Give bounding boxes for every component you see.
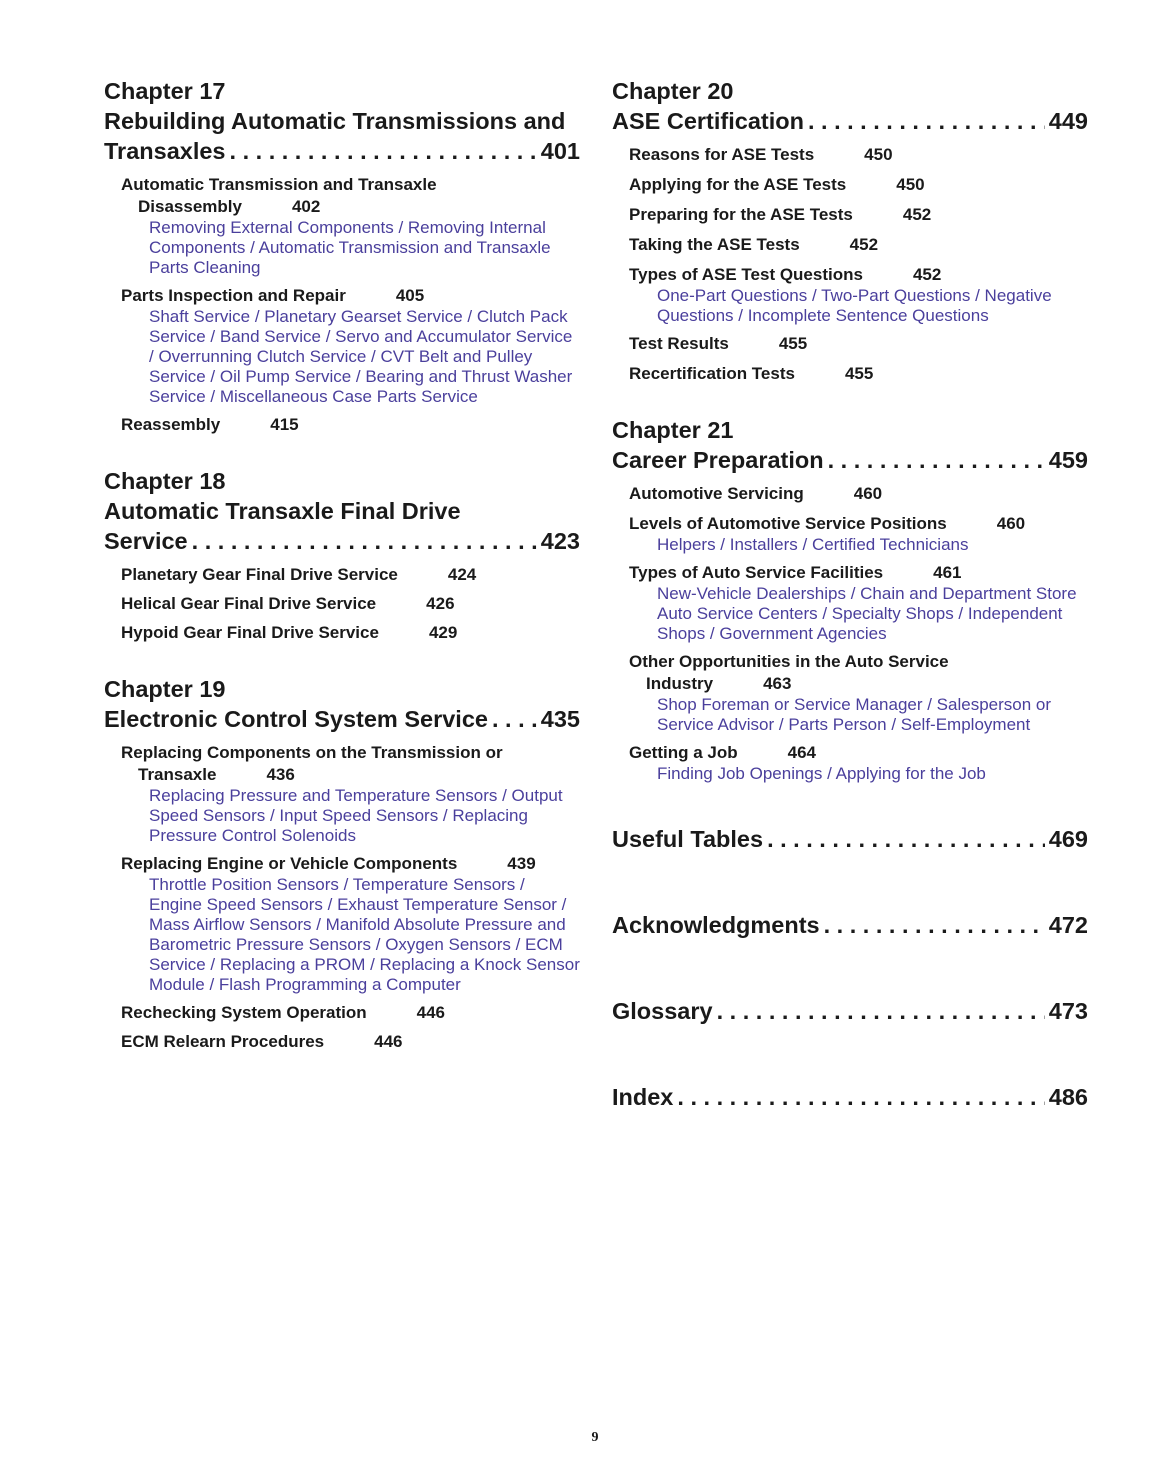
section-page: 426 (426, 594, 455, 613)
toc-entry-index[interactable] (612, 1082, 1088, 1112)
section-title-line1: Other Opportunities in the Auto Service (629, 652, 949, 671)
toc-section[interactable] (121, 564, 580, 586)
section-heading (629, 333, 1088, 355)
chapter-19-label: Chapter 19 (104, 676, 226, 702)
section-heading (121, 1002, 580, 1024)
subsection-list: Throttle Position Sensors / Temperature Sensors / Engine Speed Sensors / Exhaust Temperature Sensor / Mass Airflow Sensors / Manifold Absolute Pressure and Barometric Pressure Sensors / Oxygen Sensors / ECM Service / Replacing a PROM / Replacing a Knock Sensor Module / Flash Programming a Computer (149, 875, 580, 994)
leader-dots (767, 824, 1045, 854)
chapter-18-sections (104, 564, 580, 644)
chapter-17-label: Chapter 17 (104, 78, 226, 104)
chapter-21-label: Chapter 21 (612, 417, 734, 443)
leader-dots (808, 106, 1045, 136)
chapter-19-title[interactable] (104, 704, 580, 734)
section-heading (629, 174, 1088, 196)
section-title: Rechecking System Operation (121, 1003, 367, 1022)
chapter-19 (104, 674, 580, 1053)
leader-dots (717, 996, 1045, 1026)
section-page: 461 (933, 563, 962, 582)
section-title: Preparing for the ASE Tests (629, 205, 853, 224)
chapter-20-page: 449 (1048, 108, 1088, 134)
section-title: Automotive Servicing (629, 484, 804, 503)
subsection-list: Shop Foreman or Service Manager / Salesperson or Service Advisor / Parts Person / Self-Employment (657, 695, 1052, 734)
entry-page: 473 (1048, 998, 1088, 1024)
section-page: 446 (416, 1003, 446, 1022)
section-title: Types of ASE Test Questions (629, 265, 863, 284)
toc-section[interactable] (121, 1002, 580, 1024)
section-heading (629, 264, 1088, 286)
section-page: 455 (844, 364, 874, 383)
section-heading (629, 204, 1088, 226)
section-title-line2-wrap (121, 196, 580, 218)
chapter-18-page: 423 (540, 528, 580, 554)
toc-section[interactable] (121, 742, 580, 846)
leader-dots (492, 704, 537, 734)
section-heading (629, 144, 1088, 166)
section-page: 429 (428, 623, 458, 642)
toc-section[interactable] (121, 174, 580, 278)
subsection-list: One-Part Questions / Two-Part Questions / Negative Questions / Incomplete Sentence Questions (657, 286, 1052, 325)
section-heading (629, 742, 1088, 764)
toc-section[interactable] (121, 285, 580, 407)
section-page: 464 (787, 743, 816, 762)
entry-title: Acknowledgments (612, 912, 820, 938)
section-heading (629, 651, 1088, 695)
page-number: 9 (591, 1430, 599, 1445)
chapter-17 (104, 76, 580, 436)
toc-section[interactable] (629, 204, 1088, 226)
section-title: Recertification Tests (629, 364, 795, 383)
subsection-list: Removing External Components / Removing Internal Components / Automatic Transmission and Transaxle Parts Cleaning (149, 218, 551, 277)
toc-section[interactable] (121, 593, 580, 615)
section-heading (121, 1031, 580, 1053)
chapter-18-title-leader (104, 526, 580, 556)
chapter-20 (612, 76, 1088, 385)
section-title: Reassembly (121, 415, 221, 434)
section-page: 424 (447, 565, 477, 584)
section-page: 460 (853, 484, 883, 503)
chapter-20-title-text: ASE Certification (612, 108, 804, 134)
toc-entry-useful-tables[interactable] (612, 824, 1088, 854)
section-title: Replacing Engine or Vehicle Components (121, 854, 458, 873)
section-title: Levels of Automotive Service Positions (629, 514, 947, 533)
section-title-line2-wrap (121, 764, 580, 786)
section-page: 405 (395, 286, 425, 305)
chapter-17-title-line2: Transaxles (104, 138, 226, 164)
chapter-19-title-leader (104, 704, 580, 734)
subsection-list: New-Vehicle Dealerships / Chain and Department Store Auto Service Centers / Specialty Shops / Independent Shops / Government Agencies (657, 584, 1077, 643)
section-title: Parts Inspection and Repair (121, 286, 346, 305)
section-title-line2: Transaxle (138, 765, 217, 784)
section-heading (121, 564, 580, 586)
section-page: 452 (902, 205, 932, 224)
leader-dots (677, 1082, 1044, 1112)
chapter-17-title-line1: Rebuilding Automatic Transmissions and (104, 108, 566, 134)
chapter-21-title[interactable] (612, 445, 1088, 475)
toc-section[interactable] (121, 622, 580, 644)
section-title-line2-wrap (629, 673, 1088, 695)
leader-dots (824, 910, 1045, 940)
section-title-line1: Replacing Components on the Transmission or (121, 743, 503, 762)
subsection-list: Shaft Service / Planetary Gearset Service / Clutch Pack Service / Band Service / Servo and Accumulator Service / Overrunning Clutch Service / CVT Belt and Pulley Service / Oil Pump Service / Bearing and Thrust Washer Service / Miscellaneous Case Parts Service (149, 307, 573, 406)
section-title: Taking the ASE Tests (629, 235, 800, 254)
section-heading (121, 742, 580, 786)
chapter-21-title-text: Career Preparation (612, 447, 824, 473)
chapter-18-label: Chapter 18 (104, 468, 226, 494)
leader-dots (828, 445, 1045, 475)
chapter-17-page: 401 (540, 138, 580, 164)
section-heading (629, 234, 1088, 256)
toc-section[interactable] (629, 234, 1088, 256)
entry-page: 472 (1048, 912, 1088, 938)
toc-section[interactable] (629, 651, 1088, 735)
toc-right-column (612, 76, 1088, 1112)
section-title: Hypoid Gear Final Drive Service (121, 623, 379, 642)
toc-section[interactable] (629, 144, 1088, 166)
section-title: Planetary Gear Final Drive Service (121, 565, 398, 584)
section-page: 450 (896, 175, 925, 194)
chapter-17-title-leader (104, 136, 580, 166)
chapter-21-page: 459 (1048, 447, 1088, 473)
chapter-19-page: 435 (540, 706, 580, 732)
section-title: Helical Gear Final Drive Service (121, 594, 377, 613)
section-title-line2: Industry (646, 674, 714, 693)
section-page: 446 (374, 1032, 403, 1051)
section-title: ECM Relearn Procedures (121, 1032, 325, 1051)
entry-page: 486 (1048, 1084, 1088, 1110)
section-page: 415 (270, 415, 299, 434)
entry-title: Index (612, 1084, 674, 1110)
section-title: Types of Auto Service Facilities (629, 563, 884, 582)
section-heading (121, 622, 580, 644)
chapter-20-label: Chapter 20 (612, 78, 734, 104)
toc-entry-glossary[interactable] (612, 996, 1088, 1026)
toc-section[interactable] (121, 853, 580, 995)
subsection-list: Replacing Pressure and Temperature Sensors / Output Speed Sensors / Input Speed Sensors / Replacing Pressure Control Solenoids (149, 786, 563, 845)
section-heading (629, 562, 1088, 584)
chapter-17-sections (104, 174, 580, 436)
subsection-list: Finding Job Openings / Applying for the Job (657, 764, 986, 783)
toc-section[interactable] (629, 742, 1088, 784)
chapter-18-title[interactable] (104, 496, 580, 556)
chapter-21 (612, 415, 1088, 784)
chapter-17-title[interactable] (104, 106, 580, 166)
chapter-21-sections (612, 483, 1088, 784)
chapter-21-title-leader (612, 445, 1088, 475)
entry-title: Glossary (612, 998, 713, 1024)
chapter-19-title-text: Electronic Control System Service (104, 706, 488, 732)
section-heading (121, 593, 580, 615)
entry-title: Useful Tables (612, 826, 764, 852)
section-heading (121, 414, 580, 436)
subsection-list: Helpers / Installers / Certified Technicians (657, 535, 969, 554)
section-heading (121, 285, 580, 307)
section-title: Applying for the ASE Tests (629, 175, 847, 194)
section-page: 460 (996, 514, 1026, 533)
toc-section[interactable] (629, 363, 1088, 385)
toc-section[interactable] (629, 483, 1088, 505)
chapter-18 (104, 466, 580, 644)
section-title: Getting a Job (629, 743, 738, 762)
toc-section[interactable] (629, 562, 1088, 644)
back-matter-list (612, 824, 1088, 1112)
chapter-20-sections (612, 144, 1088, 385)
section-page: 450 (864, 145, 893, 164)
leader-dots (230, 136, 537, 166)
chapter-18-title-line1: Automatic Transaxle Final Drive (104, 498, 461, 524)
section-page: 436 (266, 765, 295, 784)
toc-left-column (104, 76, 580, 1083)
section-page: 402 (291, 197, 321, 216)
toc-section[interactable] (629, 513, 1088, 555)
section-heading (629, 363, 1088, 385)
chapter-20-title-leader (612, 106, 1088, 136)
leader-dots (192, 526, 537, 556)
section-heading (121, 853, 580, 875)
toc-section[interactable] (121, 1031, 580, 1053)
toc-section[interactable] (121, 414, 580, 436)
section-title: Reasons for ASE Tests (629, 145, 815, 164)
section-page: 455 (778, 334, 808, 353)
section-page: 439 (507, 854, 536, 873)
section-page: 452 (912, 265, 942, 284)
toc-section[interactable] (629, 333, 1088, 355)
section-heading (121, 174, 580, 218)
toc-section[interactable] (629, 174, 1088, 196)
entry-page: 469 (1048, 826, 1088, 852)
section-page: 452 (849, 235, 879, 254)
section-title-line2: Disassembly (138, 197, 242, 216)
toc-entry-acknowledgments[interactable] (612, 910, 1088, 940)
section-title-line1: Automatic Transmission and Transaxle (121, 175, 437, 194)
toc-section[interactable] (629, 264, 1088, 326)
section-page: 463 (763, 674, 792, 693)
chapter-20-title[interactable] (612, 106, 1088, 136)
section-heading (629, 483, 1088, 505)
section-title: Test Results (629, 334, 729, 353)
section-heading (629, 513, 1088, 535)
chapter-19-sections (104, 742, 580, 1053)
chapter-18-title-line2: Service (104, 528, 188, 554)
